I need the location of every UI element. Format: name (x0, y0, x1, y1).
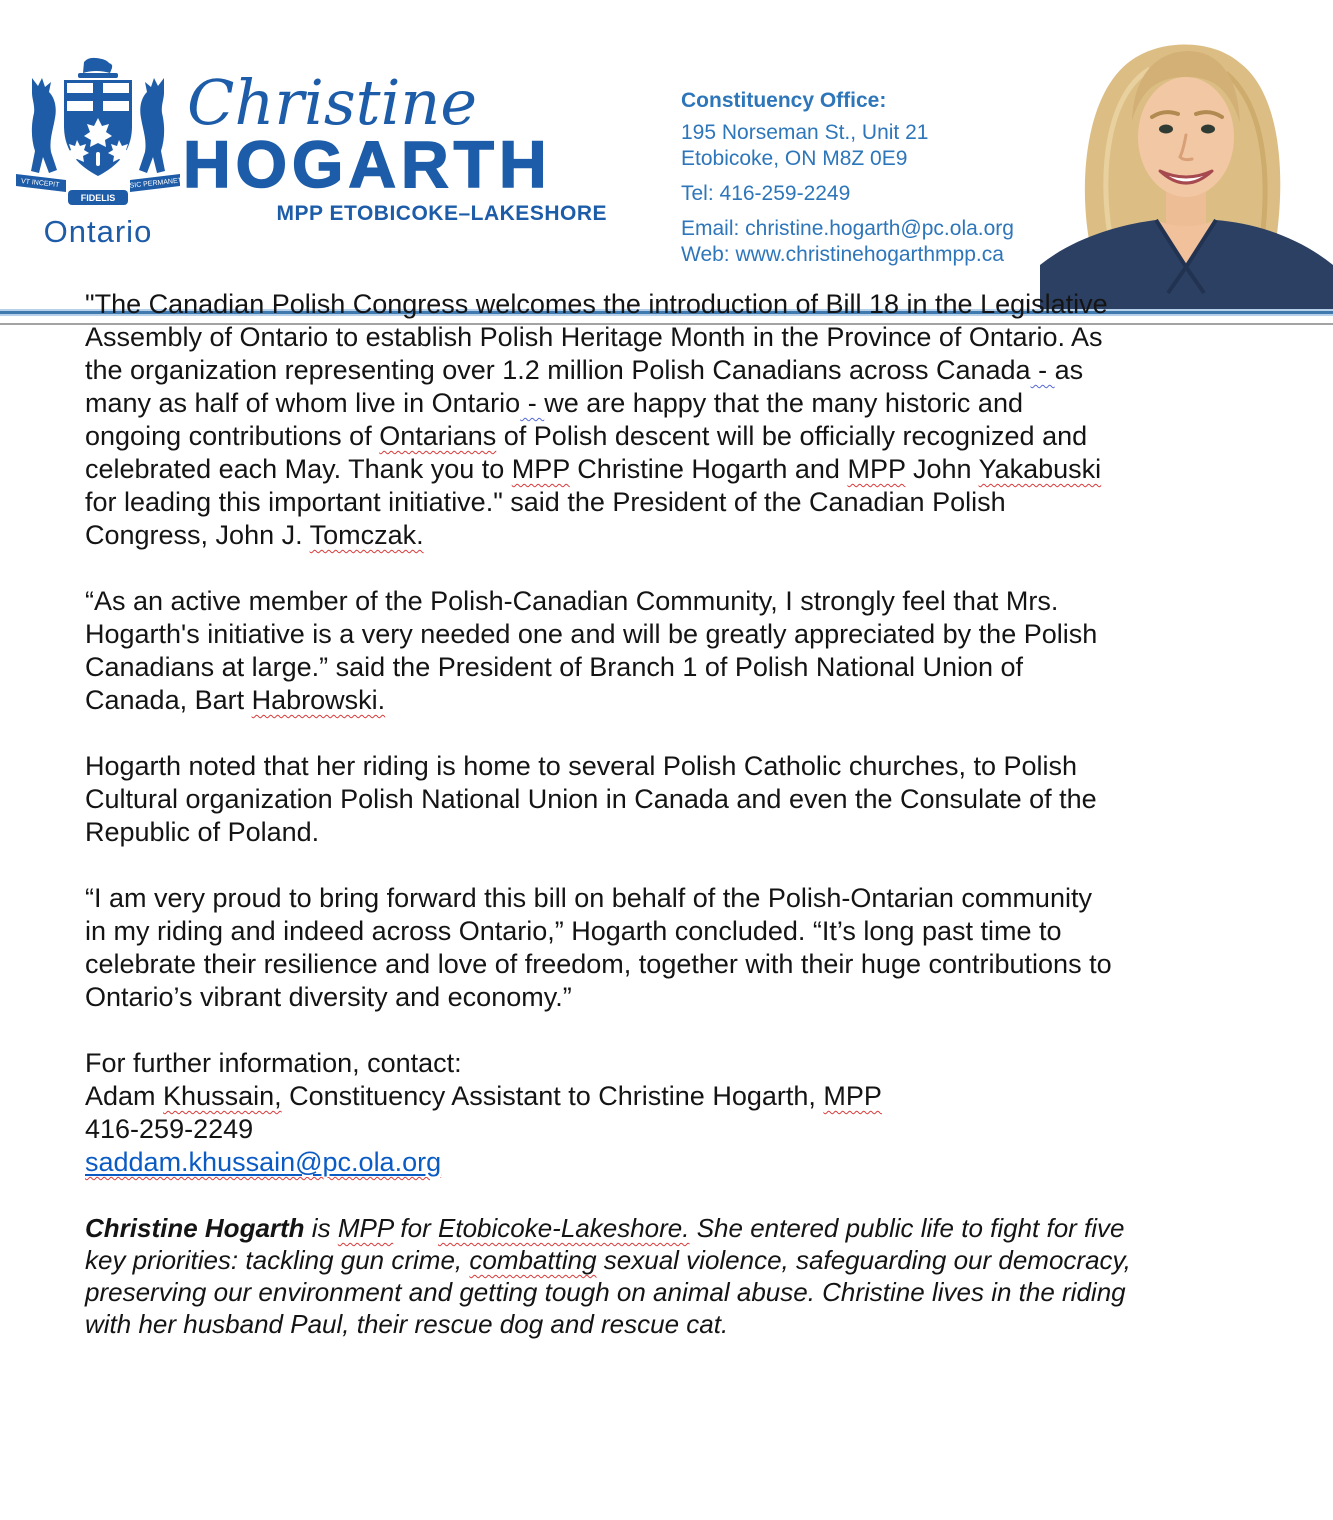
text-run: for leading this important initiative." said the President of the Canadian Polish (85, 487, 1006, 517)
text-run: Christine Hogarth and (569, 454, 848, 484)
bold-name-run: Christine Hogarth (85, 1213, 305, 1243)
text-run: “I am very proud to bring forward this bill on behalf of the Polish-Ontarian community (85, 883, 1092, 913)
paragraph (85, 882, 1325, 1014)
last-name-caps: HOGARTH (183, 127, 552, 202)
text-run: Assembly of Ontario to establish Polish Heritage Month in the Province of Ontario. As (85, 322, 1103, 352)
riding-title: MPP ETOBICOKE–LAKESHORE (276, 202, 607, 226)
misspelled-word: Tomczak. (309, 520, 424, 550)
text-run: Cultural organization Polish National Union in Canada and even the Consulate of the (85, 784, 1097, 814)
motto-banner-text: FIDELIS (80, 193, 116, 203)
portrait-illustration (1040, 25, 1333, 315)
text-run: celebrated each May. Thank you to (85, 454, 512, 484)
office-web: Web: www.christinehogarthmpp.ca (681, 243, 1004, 266)
grammar-flag: - (520, 388, 545, 418)
misspelled-word: MPP (511, 454, 570, 484)
paragraph (85, 288, 1325, 552)
office-address-line2: Etobicoke, ON M8Z 0E9 (681, 147, 908, 170)
text-run: preserving our environment and getting tough on animal abuse. Christine lives in the riding (85, 1277, 1126, 1307)
misspelled-word: MPP (337, 1213, 394, 1243)
text-run: For further information, contact: (85, 1048, 462, 1078)
mpp-wordmark (183, 66, 607, 226)
misspelled-word: MPP (823, 1081, 882, 1111)
text-run: Hogarth noted that her riding is home to several Polish Catholic churches, to Polish (85, 751, 1078, 781)
text-run: 416-259-2249 (85, 1114, 254, 1144)
misspelled-word: MPP (847, 454, 906, 484)
email-link-text: saddam.khussain@pc.ola.org (85, 1147, 442, 1177)
misspelled-word: Etobicoke-Lakeshore. (438, 1213, 690, 1243)
text-run: as (1054, 355, 1084, 385)
misspelled-word: Ontarians (379, 421, 497, 451)
text-run: ongoing contributions of (85, 421, 380, 451)
text-run: we are happy that the many historic and (544, 388, 1023, 418)
text-run: is (304, 1213, 338, 1243)
text-run: sexual violence, safeguarding our democracy, (596, 1245, 1131, 1275)
text-run: John (905, 454, 979, 484)
ontario-coat-of-arms-icon (12, 56, 184, 208)
text-run: “As an active member of the Polish-Canadian Community, I strongly feel that Mrs. (85, 586, 1059, 616)
text-run: Republic of Poland. (85, 817, 320, 847)
text-run: of Polish descent will be officially recognized and (496, 421, 1088, 451)
text-run: Constituency Assistant to Christine Hogarth, (281, 1081, 824, 1111)
text-run: Adam (85, 1081, 164, 1111)
misspelled-word: combatting (469, 1245, 597, 1275)
text-run: celebrate their resilience and love of freedom, together with their huge contributions to (85, 949, 1112, 979)
office-tel: Tel: 416-259-2249 (681, 182, 851, 205)
text-run: in my riding and indeed across Ontario,” Hogarth concluded. “It’s long past time to (85, 916, 1062, 946)
first-name-script: Christine (187, 66, 478, 139)
text-run: Congress, John J. (85, 520, 310, 550)
grammar-flag: - (1030, 355, 1055, 385)
text-run: Hogarth's initiative is a very needed one and will be greatly appreciated by the Polish (85, 619, 1098, 649)
text-run: with her husband Paul, their rescue dog and rescue cat. (85, 1309, 729, 1339)
office-heading: Constituency Office: (681, 89, 887, 112)
paragraph (85, 750, 1325, 849)
misspelled-word: Yakabuski (978, 454, 1102, 484)
text-run: key priorities: tackling gun crime, (85, 1245, 470, 1275)
misspelled-word: Khussain, (163, 1081, 282, 1111)
text-run: She entered public life to fight for five (689, 1213, 1125, 1243)
text-run: Canada, Bart (85, 685, 252, 715)
motto-left-text: VT INCEPIT (20, 178, 60, 189)
text-run: Canadians at large.” said the President of Branch 1 of Polish National Union of (85, 652, 1024, 682)
ontario-logo (12, 56, 184, 247)
motto-right-text: SIC PERMANET (129, 177, 183, 190)
ontario-wordmark: Ontario (43, 214, 153, 249)
text-run: "The Canadian Polish Congress welcomes the introduction of Bill 18 in the Legislative (85, 289, 1108, 319)
office-email: Email: christine.hogarth@pc.ola.org (681, 217, 1014, 240)
bio-paragraph (85, 1212, 1325, 1340)
text-run: the organization representing over 1.2 million Polish Canadians across Canada (85, 355, 1031, 385)
misspelled-word: Habrowski. (251, 685, 386, 715)
constituency-office-block (681, 88, 1014, 268)
portrait-photo (1040, 25, 1333, 315)
text-run: many as half of whom live in Ontario (85, 388, 521, 418)
text-run: for (393, 1213, 438, 1243)
text-run: Ontario’s vibrant diversity and economy.” (85, 982, 572, 1012)
office-address-line1: 195 Norseman St., Unit 21 (681, 121, 929, 144)
paragraph (85, 585, 1325, 717)
paragraph (85, 1047, 1325, 1179)
document-body (85, 288, 1325, 1373)
email-link[interactable] (85, 1147, 441, 1177)
